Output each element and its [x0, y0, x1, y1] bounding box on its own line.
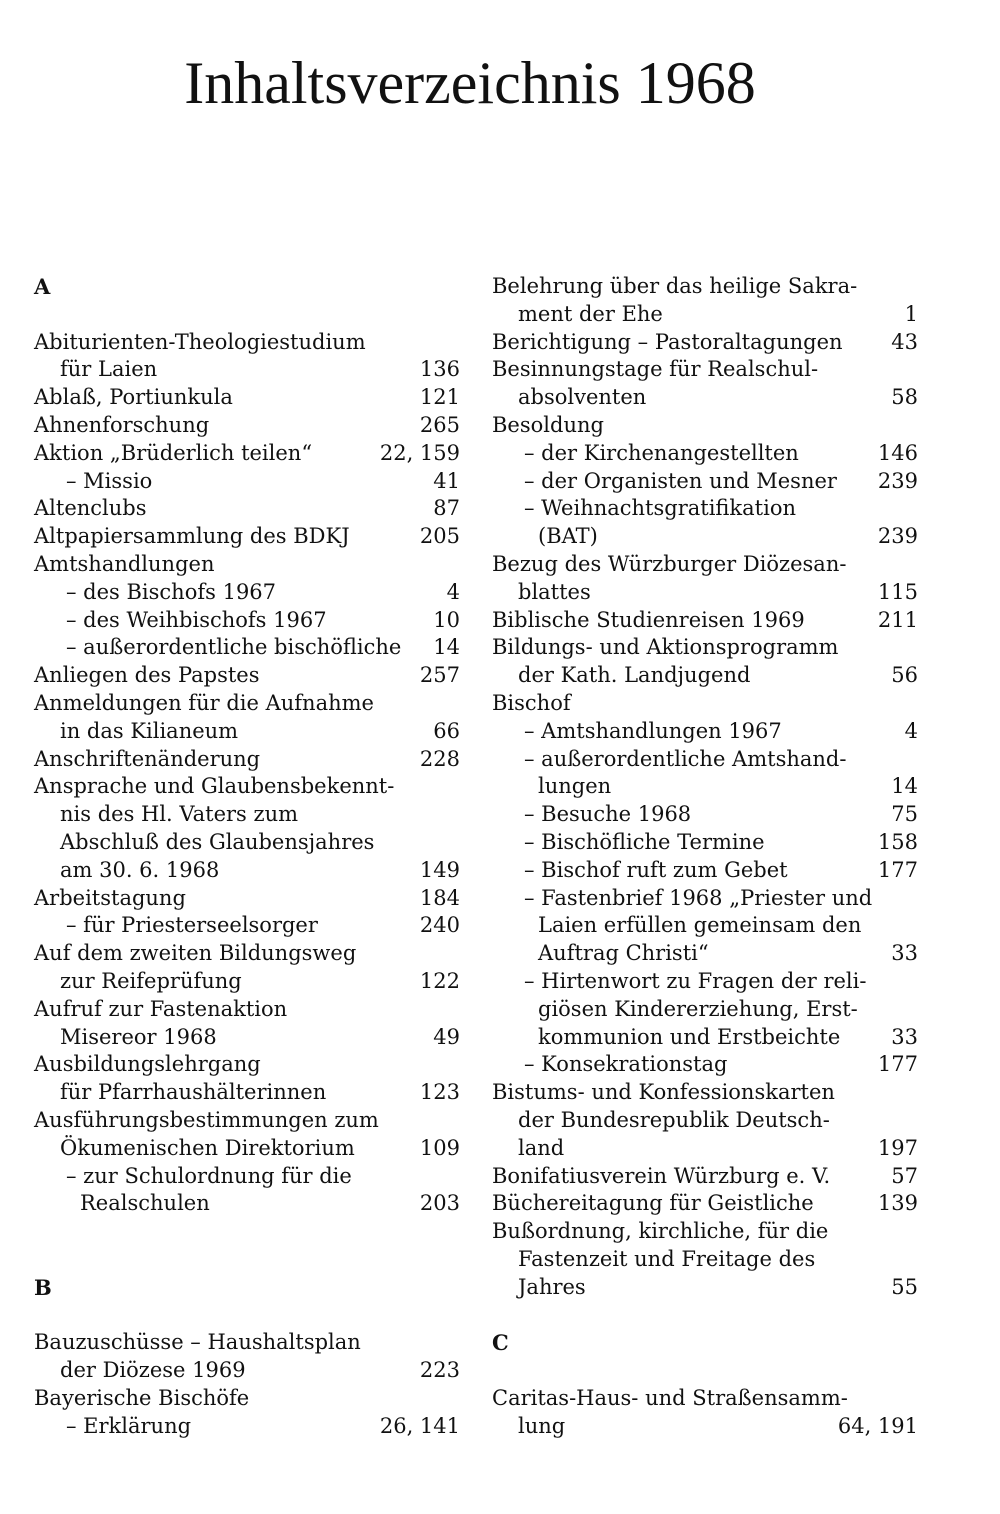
page-number: 205 — [419, 524, 460, 549]
index-entry — [492, 662, 918, 690]
page-number: 4 — [446, 579, 460, 604]
entry-text: nis des Hl. Vaters zum — [60, 802, 299, 827]
entry-text: Arbeitstagung — [34, 885, 186, 910]
index-entry — [492, 1385, 918, 1413]
entry-text: Bildungs- und Aktionsprogramm — [492, 635, 839, 660]
page-number: 257 — [419, 663, 460, 688]
index-entry — [34, 690, 460, 718]
index-entry — [492, 1163, 918, 1191]
index-entry — [492, 940, 918, 968]
entry-text: in das Kilianeum — [60, 718, 239, 743]
index-entry — [34, 412, 460, 440]
entry-text: Fastenzeit und Freitage des — [518, 1246, 816, 1271]
entry-text: Anliegen des Papstes — [34, 663, 260, 688]
entry-text: der Kath. Landjugend — [518, 663, 751, 688]
index-entry — [492, 1218, 918, 1246]
page-number: 33 — [891, 941, 918, 966]
page-number: 75 — [891, 802, 918, 827]
page-number: 177 — [877, 857, 918, 882]
page-number: 26, 141 — [379, 1413, 460, 1438]
entry-text: – des Weihbischofs 1967 — [66, 607, 327, 632]
index-entry — [34, 662, 460, 690]
entry-text: – Hirtenwort zu Fragen der reli- — [524, 968, 867, 993]
index-entry — [492, 495, 918, 523]
index-entry — [34, 718, 460, 746]
entry-text: – Amtshandlungen 1967 — [524, 718, 782, 743]
entry-text: Auftrag Christi“ — [538, 941, 709, 966]
page-number: 43 — [891, 329, 918, 354]
spacer — [34, 301, 460, 329]
page-number: 14 — [891, 774, 918, 799]
page-number: 228 — [419, 746, 460, 771]
index-entry — [34, 746, 460, 774]
entry-text: Büchereitagung für Geistliche — [492, 1191, 814, 1216]
index-entry — [492, 801, 918, 829]
entry-text: der Bundesrepublik Deutsch- — [518, 1107, 830, 1132]
entry-text: (BAT) — [538, 524, 598, 549]
entry-text: Ahnenforschung — [34, 412, 210, 437]
page-number: 223 — [419, 1358, 460, 1383]
index-entry — [34, 1107, 460, 1135]
index-entry — [34, 607, 460, 635]
page-number: 121 — [419, 385, 460, 410]
index-entry — [492, 634, 918, 662]
entry-text: Misereor 1968 — [60, 1024, 217, 1049]
entry-text: Altpapiersammlung des BDKJ — [34, 524, 350, 549]
index-entry — [34, 579, 460, 607]
entry-text: der Diözese 1969 — [60, 1358, 246, 1383]
entry-text: zur Reifeprüfung — [60, 968, 242, 993]
entry-text: – zur Schulordnung für die — [66, 1163, 352, 1188]
index-entry — [492, 412, 918, 440]
entry-text: Jahres — [518, 1274, 586, 1299]
index-entry — [492, 746, 918, 774]
index-entry — [34, 801, 460, 829]
entry-text: – außerordentliche bischöfliche — [66, 635, 402, 660]
page-number: 211 — [877, 607, 918, 632]
page-number: 41 — [433, 468, 460, 493]
entry-text: – der Kirchenangestellten — [524, 440, 799, 465]
entry-text: Abschluß des Glaubensjahres — [60, 829, 375, 854]
page-number: 239 — [877, 524, 918, 549]
index-entry — [492, 384, 918, 412]
page-number: 22, 159 — [379, 440, 460, 465]
entry-text: Laien erfüllen gemeinsam den — [538, 913, 862, 938]
index-entry — [34, 634, 460, 662]
entry-text: Aufruf zur Fastenaktion — [34, 996, 288, 1021]
entry-text: lung — [518, 1413, 566, 1438]
entry-text: giösen Kindererziehung, Erst- — [538, 996, 858, 1021]
entry-text: Ansprache und Glaubensbekennt- — [34, 774, 395, 799]
index-entry — [492, 1024, 918, 1052]
entry-text: Amtshandlungen — [34, 551, 215, 576]
entry-text: Bayerische Bischöfe — [34, 1385, 250, 1410]
page-number: 139 — [877, 1191, 918, 1216]
index-entry — [492, 551, 918, 579]
index-entry — [34, 968, 460, 996]
entry-text: kommunion und Erstbeichte — [538, 1024, 841, 1049]
page-number: 14 — [433, 635, 460, 660]
entry-text: Bauzuschüsse – Haushaltsplan — [34, 1330, 361, 1355]
entry-text: Anmeldungen für die Aufnahme — [34, 690, 374, 715]
index-entry — [492, 273, 918, 301]
entry-text: Belehrung über das heilige Sakra- — [492, 274, 858, 298]
index-entry — [34, 1413, 460, 1441]
entry-text: Berichtigung – Pastoraltagungen — [492, 329, 843, 354]
entry-text: Biblische Studienreisen 1969 — [492, 607, 805, 632]
page-number: 49 — [433, 1024, 460, 1049]
index-entry — [34, 996, 460, 1024]
index-entry — [34, 829, 460, 857]
entry-text: lungen — [538, 774, 612, 799]
index-entry — [34, 940, 460, 968]
index-entry — [492, 1246, 918, 1274]
spacer — [34, 1218, 460, 1246]
section-letter: A — [34, 274, 51, 299]
index-entry — [492, 829, 918, 857]
page-number: 57 — [891, 1163, 918, 1188]
spacer — [34, 1246, 460, 1274]
entry-text: Caritas-Haus- und Straßensamm- — [492, 1385, 848, 1410]
index-entry — [492, 1107, 918, 1135]
entry-text: – für Priesterseelsorger — [66, 913, 318, 938]
index-entry — [34, 329, 460, 357]
section-letter: B — [34, 1274, 52, 1300]
page-number: 64, 191 — [837, 1413, 918, 1438]
page-number: 10 — [433, 607, 460, 632]
entry-text: – Bischöfliche Termine — [524, 829, 765, 854]
index-entry — [34, 551, 460, 579]
index-entry — [492, 718, 918, 746]
index-entry — [34, 384, 460, 412]
entry-text: – außerordentliche Amtshand- — [524, 746, 847, 771]
index-entry — [34, 1051, 460, 1079]
entry-text: – der Organisten und Mesner — [524, 468, 837, 493]
index-entry — [492, 996, 918, 1024]
index-entry — [34, 495, 460, 523]
index-entry — [34, 523, 460, 551]
page-number: 66 — [433, 718, 460, 743]
entry-text: am 30. 6. 1968 — [60, 857, 220, 882]
entry-text: – Bischof ruft zum Gebet — [524, 857, 788, 882]
index-entry — [492, 329, 918, 357]
entry-text: Ausführungsbestimmungen zum — [34, 1107, 379, 1132]
entry-text: – Fastenbrief 1968 „Priester und — [524, 885, 873, 910]
page-number: 33 — [891, 1024, 918, 1049]
entry-text: land — [518, 1135, 565, 1160]
index-entry — [492, 301, 918, 329]
page-number: 203 — [419, 1191, 460, 1216]
entry-text: – Missio — [66, 468, 153, 493]
index-entry — [492, 1135, 918, 1163]
index-entry — [492, 440, 918, 468]
index-entry — [492, 356, 918, 384]
entry-text: – Weihnachtsgratifikation — [524, 496, 796, 521]
index-entry — [34, 1024, 460, 1052]
page-number: 136 — [419, 357, 460, 382]
index-entry — [34, 885, 460, 913]
entry-text: Besoldung — [492, 412, 604, 437]
entry-text: Bezug des Würzburger Diözesan- — [492, 551, 847, 576]
index-entry — [34, 1163, 460, 1191]
entry-text: für Pfarrhaushälterinnen — [60, 1080, 327, 1105]
index-entry — [34, 468, 460, 496]
index-entry — [34, 440, 460, 468]
index-entry — [492, 690, 918, 718]
index-entry — [492, 968, 918, 996]
index-entry — [34, 1357, 460, 1385]
entry-text: Aktion „Brüderlich teilen“ — [34, 440, 313, 465]
page-number: 149 — [419, 857, 460, 882]
entry-text: Abiturienten-Theologiestudium — [34, 329, 366, 354]
entry-text: Ökumenischen Direktorium — [60, 1135, 355, 1160]
page-number: 4 — [904, 718, 918, 743]
entry-text: Bußordnung, kirchliche, für die — [492, 1219, 829, 1244]
entry-text: Bonifatiusverein Würzburg e. V. — [492, 1163, 831, 1188]
entry-text: Auf dem zweiten Bildungsweg — [34, 941, 357, 966]
page-number: 115 — [877, 579, 918, 604]
entry-text: Altenclubs — [34, 496, 147, 521]
index-entry — [492, 885, 918, 913]
entry-text: Anschriftenänderung — [34, 746, 261, 771]
index-entry — [492, 1274, 918, 1302]
page-number: 109 — [419, 1135, 460, 1160]
page-number: 158 — [877, 829, 918, 854]
page-number: 122 — [419, 968, 460, 993]
spacer — [492, 1301, 918, 1329]
entry-text: – des Bischofs 1967 — [66, 579, 277, 604]
entry-text: – Besuche 1968 — [524, 802, 692, 827]
index-entry — [34, 857, 460, 885]
page-number: 239 — [877, 468, 918, 493]
entry-text: Bischof — [492, 690, 571, 715]
page-number: 240 — [419, 913, 460, 938]
page-number: 58 — [891, 385, 918, 410]
entry-text: absolventen — [518, 385, 647, 410]
index-entry — [492, 773, 918, 801]
index-entry — [492, 1051, 918, 1079]
index-entry — [34, 912, 460, 940]
page-number: 265 — [419, 412, 460, 437]
index-entry — [492, 1079, 918, 1107]
page-number: 123 — [419, 1080, 460, 1105]
page-number: 146 — [877, 440, 918, 465]
index-entry — [34, 1329, 460, 1357]
index-entry — [34, 356, 460, 384]
entry-text: Besinnungstage für Realschul- — [492, 357, 819, 382]
page-number: 87 — [433, 496, 460, 521]
entry-text: Realschulen — [80, 1191, 210, 1216]
page-number: 197 — [877, 1135, 918, 1160]
index-entry — [34, 1190, 460, 1218]
index-entry — [34, 1135, 460, 1163]
index-entry — [492, 607, 918, 635]
page-number: 184 — [419, 885, 460, 910]
index-entry — [492, 523, 918, 551]
entry-text: ment der Ehe — [518, 301, 663, 326]
page-number: 1 — [904, 301, 918, 326]
page-number: 55 — [891, 1274, 918, 1299]
page-number: 56 — [891, 663, 918, 688]
index-entry — [492, 468, 918, 496]
index-column-right — [492, 273, 918, 1440]
index-entry — [492, 579, 918, 607]
index-entry — [34, 773, 460, 801]
entry-text: – Konsekrationstag — [524, 1052, 728, 1077]
section-letter: C — [492, 1330, 509, 1356]
index-entry — [34, 1079, 460, 1107]
index-entry — [492, 1413, 918, 1441]
page-title: Inhaltsverzeichnis 1968 — [184, 50, 756, 116]
entry-text: Ablaß, Portiunkula — [34, 385, 233, 410]
entry-text: Ausbildungslehrgang — [34, 1052, 261, 1077]
page-number: 177 — [877, 1052, 918, 1077]
index-entry — [492, 857, 918, 885]
spacer — [34, 1301, 460, 1329]
entry-text: für Laien — [60, 357, 158, 382]
index-entry — [34, 1385, 460, 1413]
index-entry — [492, 912, 918, 940]
entry-text: Bistums- und Konfessionskarten — [492, 1080, 835, 1105]
index-entry — [492, 1190, 918, 1218]
spacer — [492, 1357, 918, 1385]
entry-text: – Erklärung — [66, 1413, 192, 1438]
entry-text: blattes — [518, 579, 591, 604]
index-column-left — [34, 273, 460, 1440]
